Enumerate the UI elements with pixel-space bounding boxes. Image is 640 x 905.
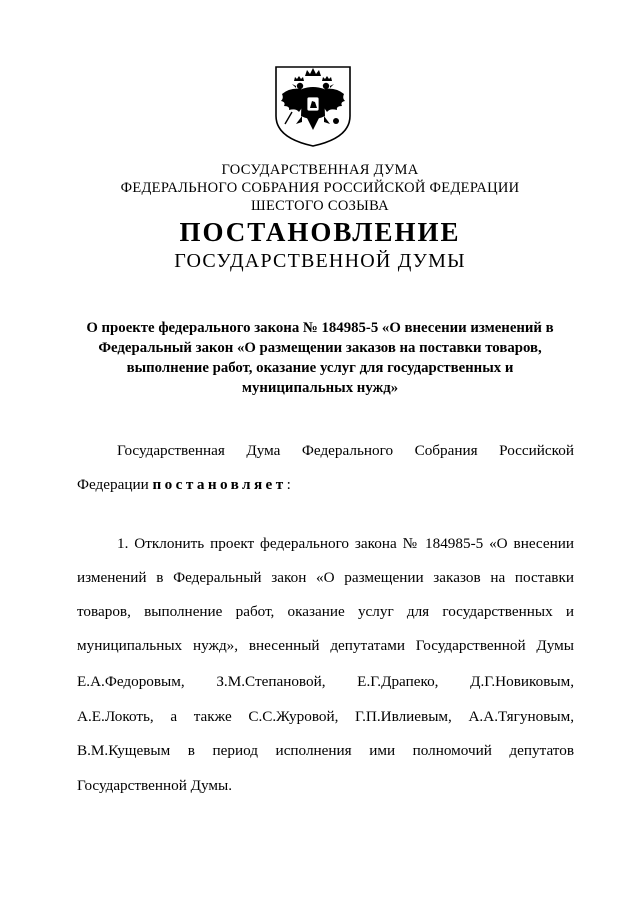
subject-line-1: О проекте федерального закона № 184985-5 «О внесении изменений в [86, 320, 554, 336]
item1-line-5: Е.А.Федоровым, З.М.Степановой, Е.Г.Драпеко, Д.Г.Новиковым, [77, 673, 574, 690]
item1-line-8: Государственной Думы. [77, 777, 232, 794]
preamble-decree-verb: постановляет [152, 476, 287, 493]
subject-line-4: муниципальных нужд» [241, 380, 399, 396]
item1-line-7: В.М.Кущевым в период исполнения ими полномочий депутатов [77, 742, 574, 759]
subject-line-3: выполнение работ, оказание услуг для государственных и [126, 360, 514, 376]
item1-line-2: изменений в Федеральный закон «О размещении заказов на поставки [77, 569, 574, 586]
header-line-2: ФЕДЕРАЛЬНОГО СОБРАНИЯ РОССИЙСКОЙ ФЕДЕРАЦИИ [120, 180, 520, 196]
coat-of-arms-emblem-icon [272, 64, 354, 148]
preamble-line-1: Государственная Дума Федерального Собрания Российской [117, 442, 574, 459]
document-type: ПОСТАНОВЛЕНИЕ [179, 217, 461, 247]
item1-line-4: муниципальных нужд», внесенный депутатами Государственной Думы [77, 637, 574, 654]
item1-line-1: 1. Отклонить проект федерального закона № 184985-5 «О внесении [117, 535, 574, 552]
preamble-line-2 [77, 476, 574, 494]
document-issuer: ГОСУДАРСТВЕННОЙ ДУМЫ [174, 250, 466, 272]
item1-line-3: товаров, выполнение работ, оказание услуг для государственных и [77, 603, 574, 620]
header-line-3: ШЕСТОГО СОЗЫВА [251, 198, 389, 214]
document-subject [60, 318, 580, 398]
preamble-federation: Федерации [77, 476, 149, 493]
preamble-colon: : [286, 476, 291, 493]
item1-line-6: А.Е.Локоть, а также С.С.Журовой, Г.П.Ивлиевым, А.А.Тягуновым, [77, 708, 574, 725]
subject-line-2: Федеральный закон «О размещении заказов на поставки товаров, [98, 340, 542, 356]
header-line-1: ГОСУДАРСТВЕННАЯ ДУМА [221, 162, 419, 178]
